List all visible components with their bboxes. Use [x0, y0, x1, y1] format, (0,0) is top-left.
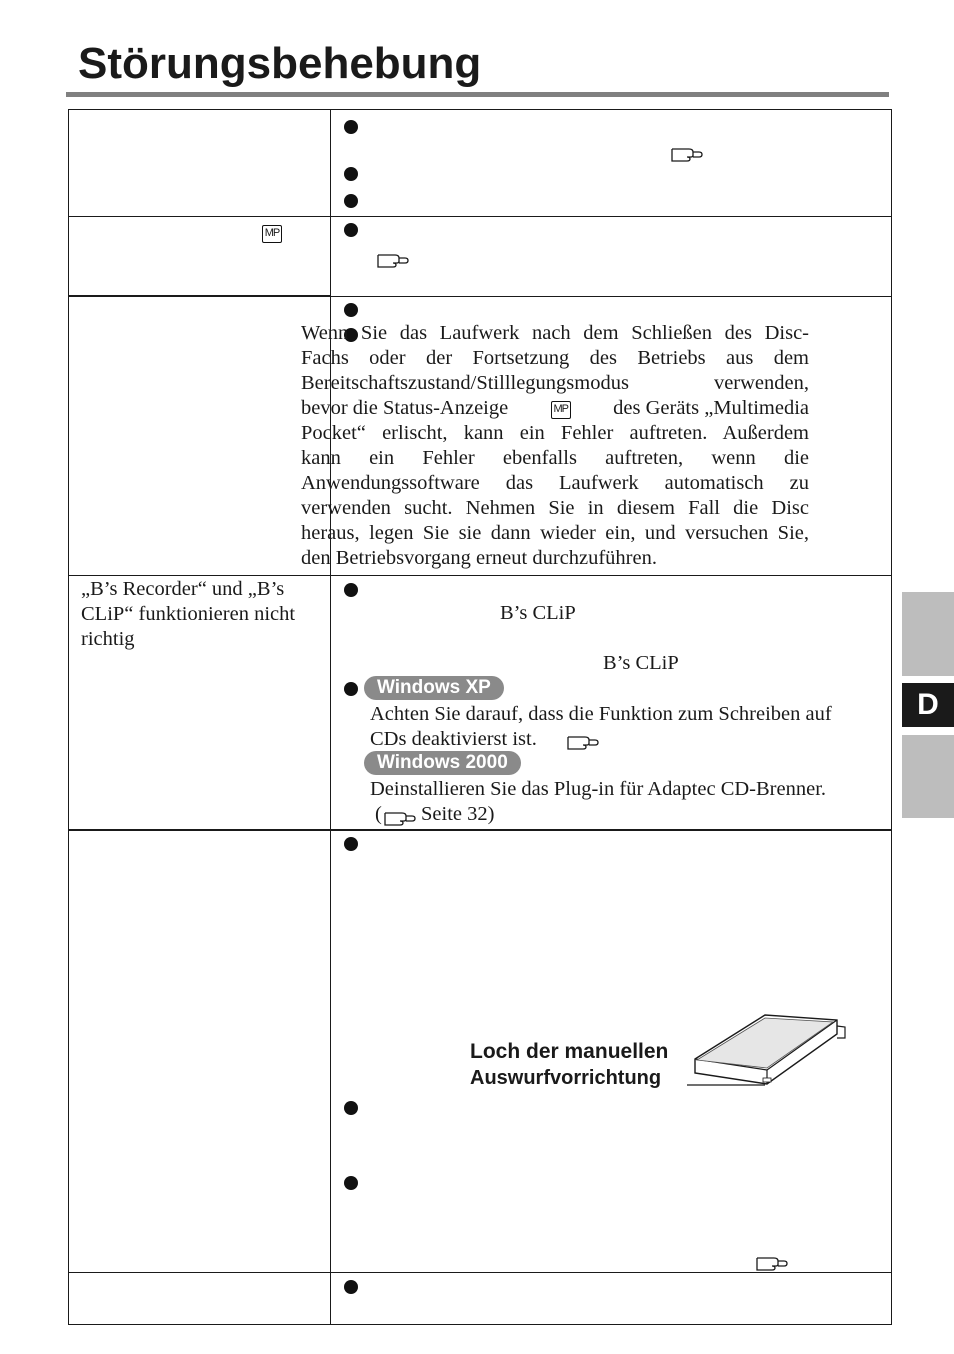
bs-clip-text: B’s CLiP [500, 602, 576, 624]
paragraph-line: kann ein Fehler ebenfalls auftreten, wenn die [301, 447, 809, 469]
windows-xp-badge: Windows XP [364, 676, 504, 700]
row-divider [69, 1272, 891, 1273]
multimedia-pocket-icon: MP [262, 225, 282, 243]
paragraph-line: Wenn Sie das Laufwerk nach dem Schließen des Disc- [301, 322, 809, 344]
pointing-hand-icon [669, 143, 703, 163]
multimedia-pocket-icon: MP [551, 401, 571, 419]
paragraph-line: Bereitschaftszustand/Stilllegungsmodus verwenden, [301, 372, 809, 394]
pointing-hand-icon [565, 731, 599, 751]
pointing-hand-icon [382, 807, 416, 827]
drive-label-line-2: Auswurfvorrichtung [470, 1067, 662, 1089]
row-divider [69, 296, 891, 297]
paragraph-line: heraus, legen Sie sie dann wieder ein, und versuchen Sie, [301, 522, 809, 544]
optical-drive-illustration [687, 1008, 855, 1098]
row-divider [69, 575, 891, 576]
bullet-icon [344, 1101, 358, 1115]
bs-clip-text: B’s CLiP [603, 652, 679, 674]
bullet-icon [344, 583, 358, 597]
row-divider [69, 829, 891, 831]
bullet-icon [344, 167, 358, 181]
paragraph-line: Anwendungssoftware das Laufwerk automatisch zu [301, 472, 809, 494]
xp-instruction-line: Achten Sie darauf, dass die Funktion zum Schreiben auf [370, 703, 832, 725]
pointing-hand-icon [754, 1252, 788, 1272]
paragraph-line-part: bevor die Status-Anzeige [301, 397, 509, 419]
problem-line-text: „B’s Recorder“ und „B’s [81, 578, 285, 600]
windows-2000-badge: Windows 2000 [364, 751, 521, 775]
bullet-icon [344, 223, 358, 237]
problem-text [81, 577, 321, 652]
paragraph-line: den Betriebsvorgang erneut durchzuführen. [301, 547, 657, 569]
bullet-icon [344, 120, 358, 134]
xp-instruction-line: CDs deaktivierst ist. [370, 728, 537, 750]
page-title: Störungsbehebung [78, 39, 482, 88]
bullet-icon [344, 837, 358, 851]
row-divider [69, 216, 891, 217]
problem-line-text: CLiP“ funktionieren nicht [81, 603, 296, 625]
pointing-hand-icon [375, 249, 409, 269]
paragraph-line: Fachs oder der Fortsetzung des Betriebs aus dem [301, 347, 809, 369]
column-divider [330, 110, 331, 1324]
title-rule [66, 92, 889, 97]
problem-line-text: richtig [81, 628, 135, 650]
drive-label-line-1: Loch der manuellen [470, 1040, 669, 1063]
paragraph-line [301, 396, 809, 421]
bullet-icon [344, 1176, 358, 1190]
paragraph-line-part: des Geräts „Multimedia [613, 397, 809, 419]
paragraph-line: Pocket“ erlischt, kann ein Fehler auftreten. Außerdem [301, 422, 809, 444]
side-tab-next [902, 735, 954, 818]
bullet-icon [344, 194, 358, 208]
troubleshooting-table [68, 109, 892, 1325]
paragraph-line: verwenden sucht. Nehmen Sie in diesem Fall die Disc [301, 497, 809, 519]
drive-error-paragraph [301, 321, 809, 571]
side-tab-d: D [902, 683, 954, 727]
w2k-instruction-open: ( [375, 803, 382, 825]
problem-line [81, 577, 321, 602]
w2k-instruction-line: Deinstallieren Sie das Plug-in für Adaptec CD-Brenner. [370, 778, 827, 800]
page-reference: Seite 32) [421, 803, 495, 825]
side-tab-previous [902, 592, 954, 676]
bullet-icon [344, 1280, 358, 1294]
bullet-icon [344, 303, 358, 317]
bullet-icon [344, 682, 358, 696]
